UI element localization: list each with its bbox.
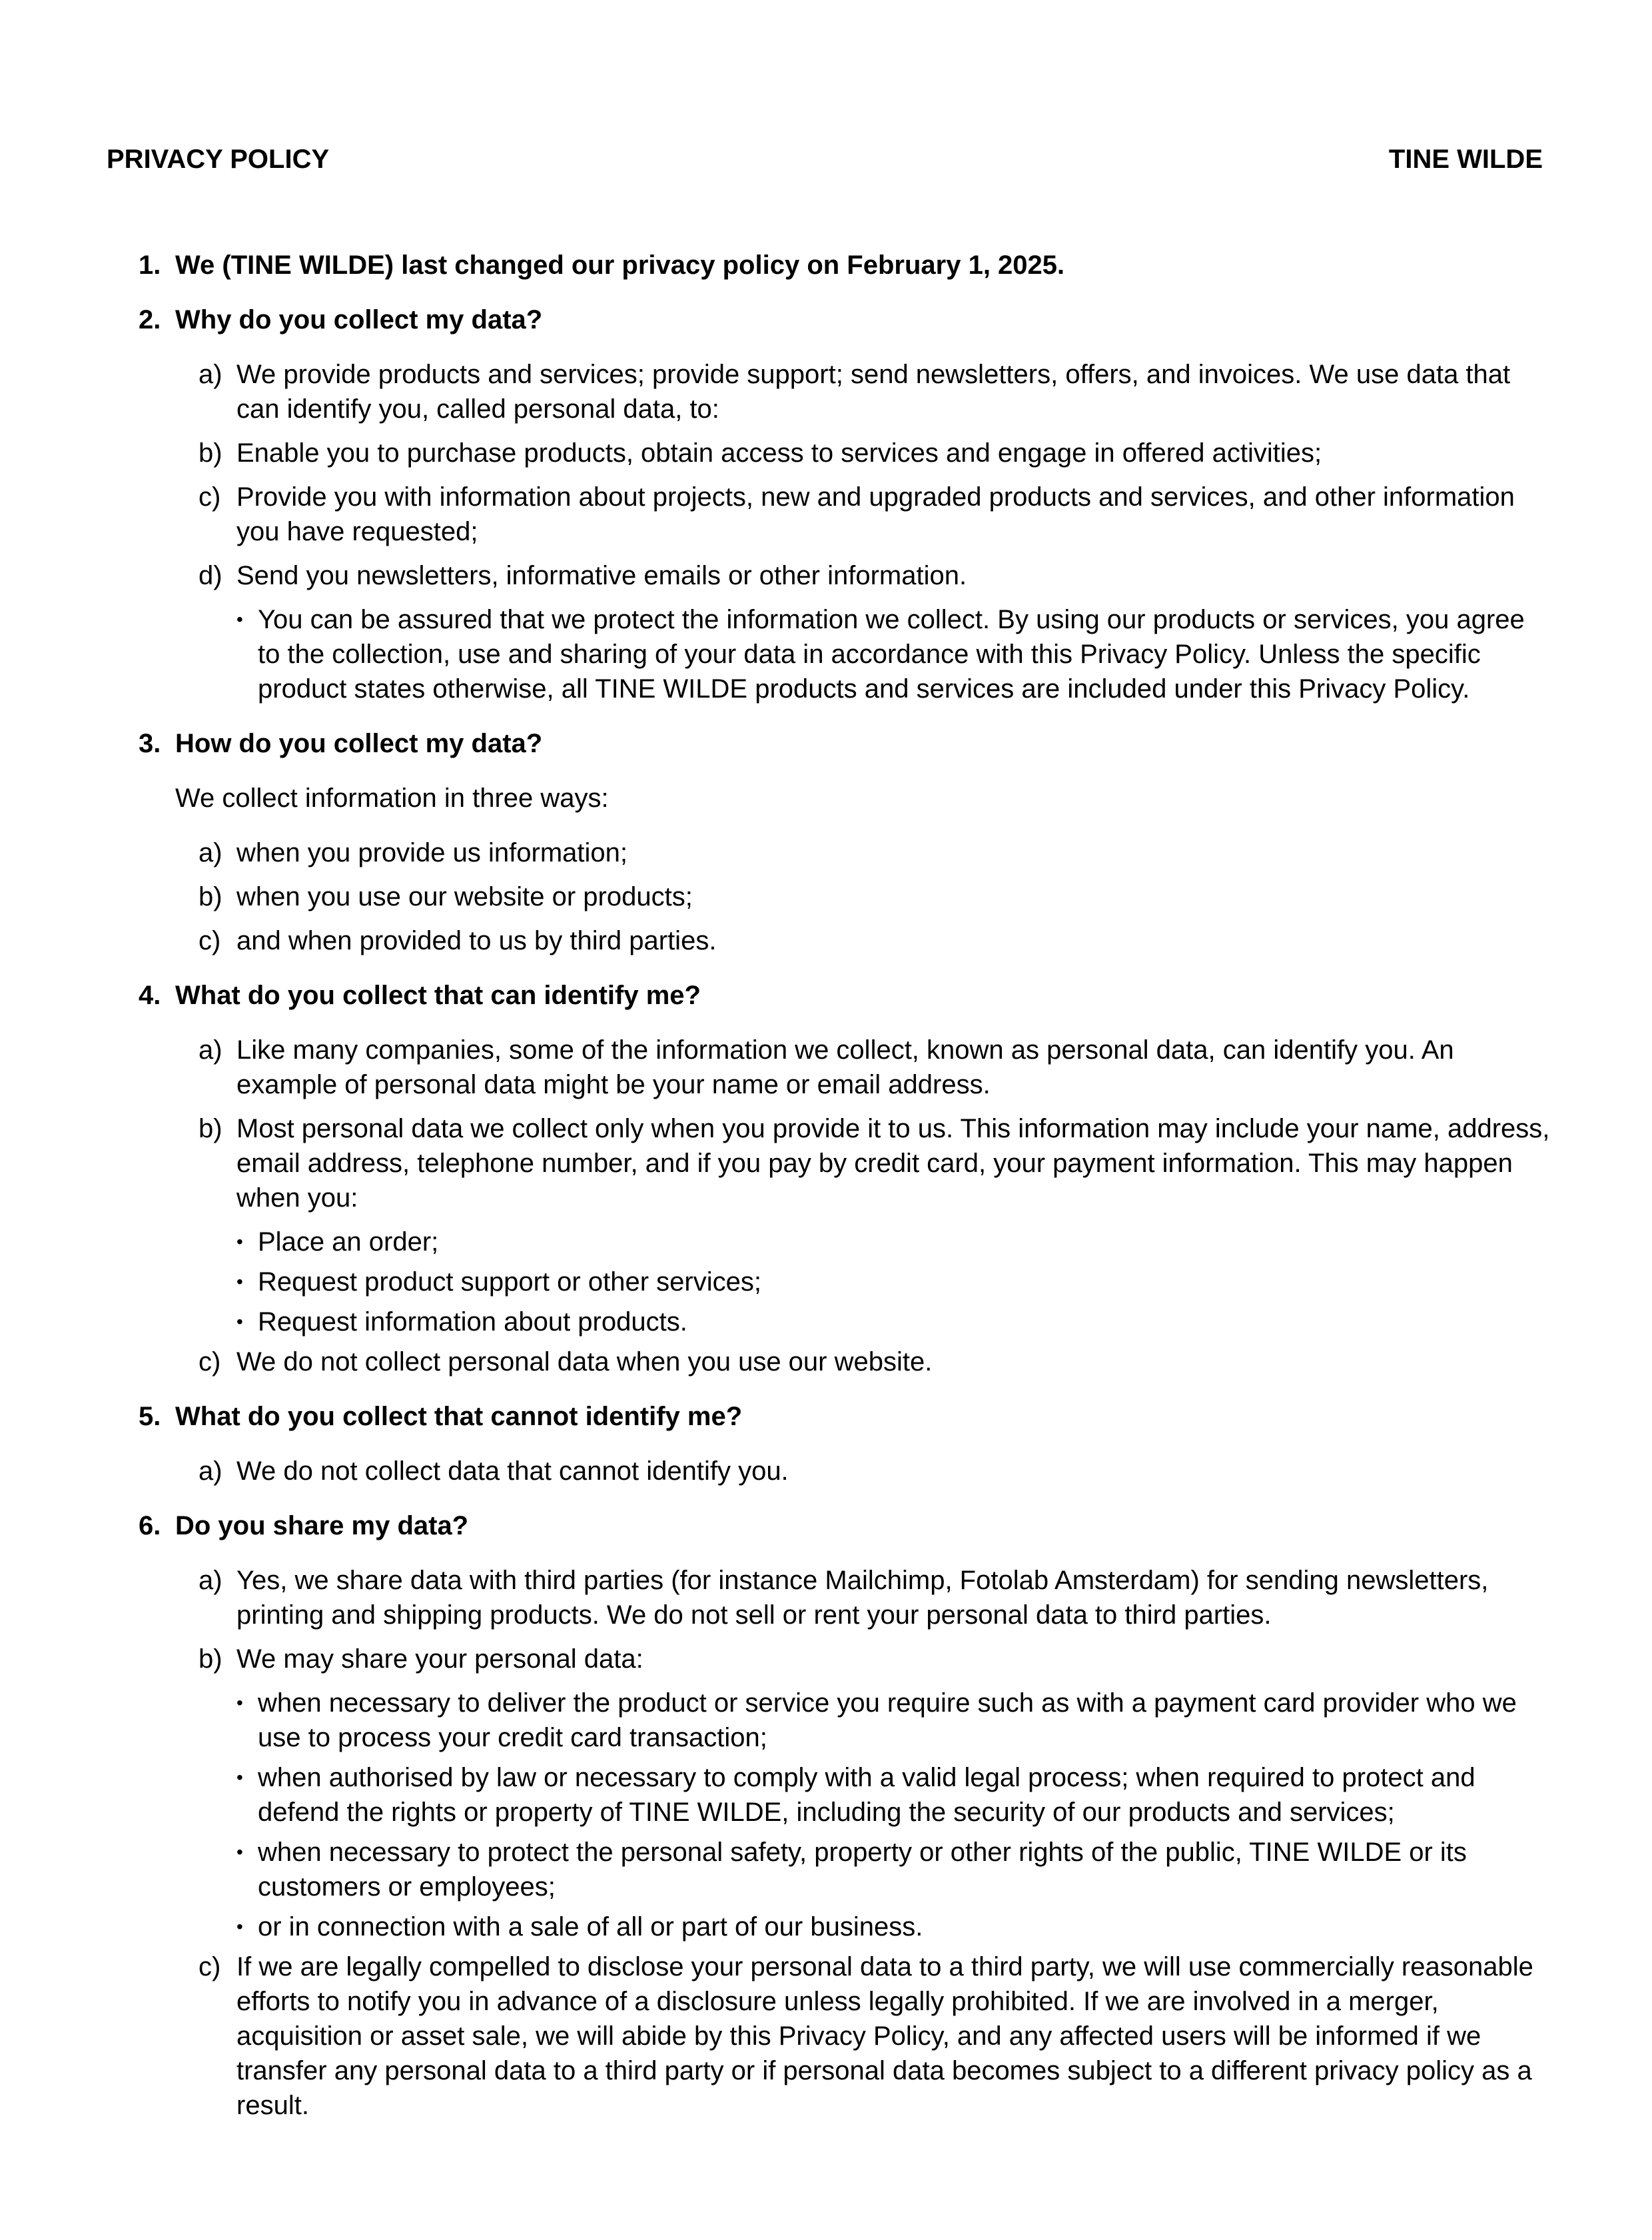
list-item — [199, 1454, 1551, 1488]
list-item — [199, 879, 1551, 914]
list-item — [199, 1111, 1551, 1215]
item-label: a) — [199, 360, 222, 389]
item-text: If we are legally compelled to disclose your personal data to a third party, we will use commercially reasonable efforts to notify you in advance of a disclosure unless legally prohibited. If we are involved in a merger, acquisition or asset sale, we will abide by this Privacy Policy, and any affected users will be informed if we transfer any personal data to a third party or if personal data becomes subject to a different privacy policy as a result. — [236, 1952, 1533, 2120]
bullet-text: when authorised by law or necessary to comply with a valid legal process; when required to protect and defend the rights or property of TINE WILDE, including the security of our products and services; — [258, 1763, 1475, 1827]
section-title: What do you collect that can identify me? — [175, 981, 701, 1010]
list-item — [199, 1950, 1551, 2123]
bullet-icon: • — [236, 609, 243, 630]
section-title: Why do you collect my data? — [175, 305, 543, 334]
item-text: and when provided to us by third parties. — [236, 926, 717, 955]
item-label: b) — [199, 882, 222, 911]
section-heading — [139, 1508, 1551, 1543]
section-number: 2. — [139, 305, 161, 334]
item-text: We do not collect personal data when you use our website. — [236, 1347, 933, 1377]
item-label: c) — [199, 926, 221, 955]
bullet-item — [236, 1265, 1551, 1299]
item-text: We do not collect data that cannot identify you. — [236, 1456, 789, 1486]
item-text: Yes, we share data with third parties (for instance Mailchimp, Fotolab Amsterdam) for sending newsletters, printing and shipping products. We do not sell or rent your personal data to third parties. — [236, 1566, 1489, 1630]
list-item — [199, 923, 1551, 958]
item-label: d) — [199, 561, 222, 590]
section-5 — [139, 1399, 1551, 1488]
section-title: Do you share my data? — [175, 1511, 469, 1540]
item-label: c) — [199, 1952, 221, 1981]
bullet-icon: • — [236, 1842, 243, 1862]
item-text: We may share your personal data: — [236, 1644, 643, 1674]
bullet-item — [236, 1305, 1551, 1339]
section-2 — [139, 302, 1551, 706]
bullet-text: Place an order; — [258, 1227, 439, 1257]
section-number: 5. — [139, 1402, 161, 1431]
item-label: c) — [199, 482, 221, 512]
section-4 — [139, 978, 1551, 1379]
item-label: c) — [199, 1347, 221, 1377]
bullet-list — [236, 1225, 1551, 1339]
bullet-item — [236, 602, 1551, 706]
bullet-text: Request information about products. — [258, 1307, 687, 1337]
bullet-text: You can be assured that we protect the information we collect. By using our products or services, you agree to the collection, use and sharing of your data in accordance with this Privacy Policy. Unless the specific product states otherwise, all TINE WILDE products and services are included under this Privacy Policy. — [258, 605, 1525, 704]
item-text: Provide you with information about projects, new and upgraded products and services, and other information you have requested; — [236, 482, 1515, 546]
section-heading — [139, 978, 1551, 1013]
list-item — [199, 1563, 1551, 1632]
section-3 — [139, 726, 1551, 958]
bullet-list — [236, 602, 1551, 706]
item-text: Like many companies, some of the information we collect, known as personal data, can identify you. An example of personal data might be your name or email address. — [236, 1035, 1454, 1099]
section-1 — [139, 248, 1551, 282]
bullet-list — [236, 1686, 1551, 1944]
item-text: We provide products and services; provide support; send newsletters, offers, and invoices. We use data that can identify you, called personal data, to: — [236, 360, 1511, 424]
bullet-text: Request product support or other services; — [258, 1267, 761, 1297]
list-item — [199, 1345, 1551, 1379]
list-item — [199, 357, 1551, 426]
bullet-icon: • — [236, 1916, 243, 1937]
section-intro: We collect information in three ways: — [175, 784, 609, 813]
bullet-item — [236, 1910, 1551, 1944]
bullet-item — [236, 1760, 1551, 1830]
item-text: Most personal data we collect only when you provide it to us. This information may include your name, address, email address, telephone number, and if you pay by credit card, your payment information. This may happen when you: — [236, 1114, 1550, 1213]
bullet-text: when necessary to deliver the product or service you require such as with a payment card provider who we use to process your credit card transaction; — [258, 1688, 1517, 1752]
list-item — [199, 436, 1551, 470]
section-heading — [139, 1399, 1551, 1434]
section-heading — [139, 726, 1551, 761]
bullet-icon: • — [236, 1231, 243, 1252]
section-title: What do you collect that cannot identify me? — [175, 1402, 743, 1431]
item-text: Send you newsletters, informative emails or other information. — [236, 561, 967, 590]
item-label: b) — [199, 438, 222, 468]
list-item — [199, 558, 1551, 593]
bullet-icon: • — [236, 1692, 243, 1713]
policy-body — [139, 248, 1551, 2143]
document-title: PRIVACY POLICY — [107, 145, 330, 174]
section-title: How do you collect my data? — [175, 729, 543, 758]
section-heading — [139, 302, 1551, 337]
bullet-icon: • — [236, 1271, 243, 1292]
item-text: when you provide us information; — [236, 838, 627, 867]
list-item — [199, 836, 1551, 870]
section-number: 6. — [139, 1511, 161, 1540]
section-title: We (TINE WILDE) last changed our privacy policy on February 1, 2025. — [175, 251, 1065, 280]
list-item — [199, 480, 1551, 549]
item-label: a) — [199, 1456, 222, 1486]
bullet-text: or in connection with a sale of all or part of our business. — [258, 1912, 923, 1942]
item-label: a) — [199, 1566, 222, 1595]
bullet-item — [236, 1225, 1551, 1259]
bullet-item — [236, 1835, 1551, 1904]
list-item — [199, 1033, 1551, 1102]
item-label: a) — [199, 838, 222, 867]
bullet-icon: • — [236, 1311, 243, 1332]
section-6 — [139, 1508, 1551, 2123]
bullet-item — [236, 1686, 1551, 1755]
item-label: b) — [199, 1644, 222, 1674]
bullet-text: when necessary to protect the personal safety, property or other rights of the public, TINE WILDE or its customers or employees; — [258, 1838, 1467, 1902]
section-heading — [139, 248, 1551, 282]
item-label: a) — [199, 1035, 222, 1065]
section-number: 4. — [139, 981, 161, 1010]
item-text: Enable you to purchase products, obtain access to services and engage in offered activities; — [236, 438, 1322, 468]
company-name: TINE WILDE — [1388, 145, 1543, 174]
item-label: b) — [199, 1114, 222, 1143]
list-item — [199, 1642, 1551, 1676]
bullet-icon: • — [236, 1767, 243, 1788]
section-number: 3. — [139, 729, 161, 758]
item-text: when you use our website or products; — [236, 882, 693, 911]
section-number: 1. — [139, 251, 161, 280]
